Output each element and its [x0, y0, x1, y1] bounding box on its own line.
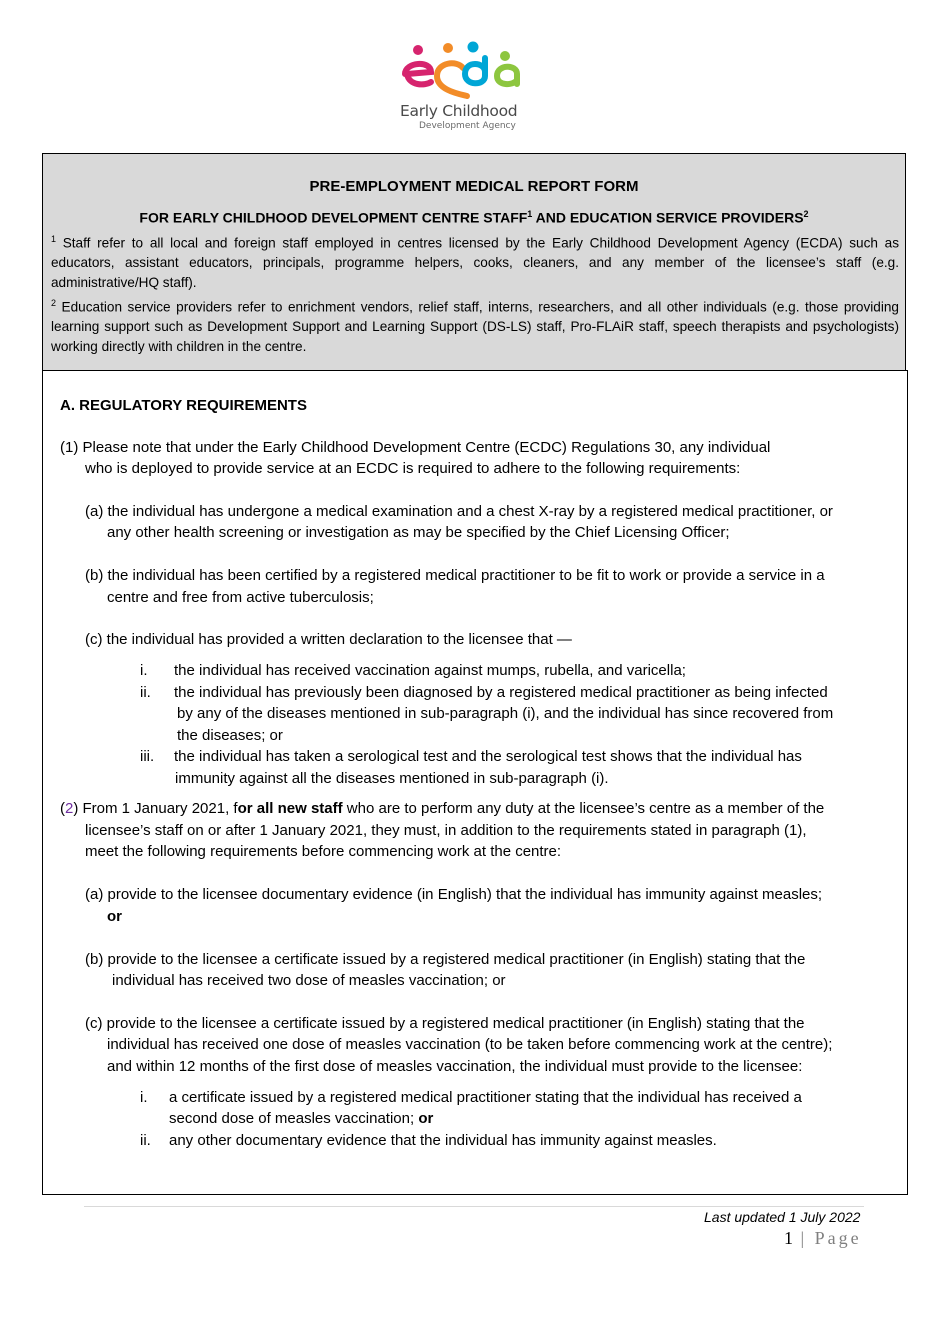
para-1c-iii-line-1: the individual has taken a serological test and the serological test shows that the individual has [174, 748, 802, 765]
para-2c-i-or: or [418, 1110, 434, 1127]
para-2c-i-line-1: a certificate issued by a registered medical practitioner stating that the individual has received a [169, 1089, 802, 1106]
para-2b-line-2: individual has received two dose of measles vaccination; or [112, 972, 506, 989]
para-1c-iii-number: iii. [140, 748, 155, 765]
ecda-logo-mark-icon [401, 38, 527, 104]
para-2b-line-1: (b) provide to the licensee a certificate issued by a registered medical practitioner (in English) stating that the [85, 951, 806, 968]
para-1c-iii-line-2: immunity against all the diseases mentioned in sub-paragraph (i). [175, 770, 609, 787]
footnote-text-2: Education service providers refer to enrichment vendors, relief staff, interns, researchers, and all other individuals (e.g. those providing learning support such as Development Support and Learning Support (DS-LS) staff, Pro-FLAiR staff, speech therapists and psychologists) working directly with children in the centre. [51, 299, 899, 354]
para-2-line-3: meet the following requirements before commencing work at the centre: [85, 843, 562, 860]
para-1c-ii-number: ii. [140, 684, 151, 701]
para-2c-i-line-2 [169, 1108, 433, 1130]
para-1c-ii-line-2: by any of the diseases mentioned in sub-paragraph (i), and the individual has since recovered from [177, 705, 834, 722]
footnote-number-1: 1 [51, 234, 57, 244]
footer-divider [84, 1206, 864, 1207]
para-1b-line-2: centre and free from active tuberculosis; [107, 589, 374, 606]
para-2c-i-line-2-text: second dose of measles vaccination; [169, 1110, 419, 1127]
para-1c-ii-line-1: the individual has previously been diagnosed by a registered medical practitioner as being infected [174, 684, 828, 701]
para-2-open-paren: ( [60, 800, 65, 817]
para-2c-line-3: and within 12 months of the first dose of measles vaccination, the individual must provide to the licensee: [107, 1058, 803, 1075]
form-header-panel [42, 153, 906, 371]
section-heading: A. REGULATORY REQUIREMENTS [60, 397, 307, 414]
para-2a-line-1: (a) provide to the licensee documentary evidence (in English) that the individual has immunity against measles; [85, 886, 823, 903]
para-1a-line-1: (a) the individual has undergone a medical examination and a chest X-ray by a registered medical practitioner, or [85, 503, 833, 520]
para-2-line-1-rest: who are to perform any duty at the licensee’s centre as a member of the [342, 800, 825, 817]
para-2c-line-2: individual has received one dose of measles vaccination (to be taken before commencing work at the centre); [107, 1036, 833, 1053]
para-2c-line-1: (c) provide to the licensee a certificate issued by a registered medical practitioner (in English) stating that the [85, 1015, 805, 1032]
para-2c-i-number: i. [140, 1089, 148, 1106]
logo-title: Early Childhood [400, 102, 518, 120]
para-1-line-2: who is deployed to provide service at an ECDC is required to adhere to the following requirements: [85, 460, 741, 477]
footnote-text-1: Staff refer to all local and foreign staff employed in centres licensed by the Early Childhood Development Agency (ECDA) such as educators, assistant educators, principals, programme helpers, cooks, cleaners, and any member of the licensee’s staff (e.g. administrative/HQ staff). [51, 235, 899, 290]
para-2-bold: or all new staff [237, 800, 343, 817]
form-subtitle [43, 209, 905, 226]
para-2-number: 2 [65, 800, 74, 817]
para-1c-i: the individual has received vaccination against mumps, rubella, and varicella; [174, 662, 686, 679]
para-1c: (c) the individual has provided a written declaration to the licensee that — [85, 631, 572, 648]
subtitle-part-2: AND EDUCATION SERVICE PROVIDERS [532, 209, 804, 226]
footnote-service-providers [51, 294, 899, 356]
para-2a-or: or [107, 908, 122, 925]
para-1c-ii-line-3: the diseases; or [177, 727, 283, 744]
page-label: Page [814, 1228, 862, 1248]
para-2c-ii-number: ii. [140, 1132, 151, 1149]
para-1b-line-1: (b) the individual has been certified by a registered medical practitioner to be fit to work or provide a service in a [85, 567, 825, 584]
logo-subtitle: Development Agency [419, 121, 516, 131]
ecda-logo [395, 38, 535, 136]
para-1a-line-2: any other health screening or investigation as may be specified by the Chief Licensing Officer; [107, 524, 730, 541]
page-number [784, 1228, 862, 1249]
footnote-ref-2: 2 [803, 209, 809, 219]
footnote-ref-1: 1 [527, 209, 533, 219]
last-updated: Last updated 1 July 2022 [704, 1209, 861, 1225]
form-title: PRE-EMPLOYMENT MEDICAL REPORT FORM [309, 178, 639, 195]
para-2c-ii: any other documentary evidence that the individual has immunity against measles. [169, 1132, 717, 1149]
para-2-line-1 [60, 798, 824, 820]
para-1-line-1: (1) Please note that under the Early Childhood Development Centre (ECDC) Regulations 30, any individual [60, 439, 771, 456]
para-1c-i-number: i. [140, 662, 148, 679]
page-separator: | [793, 1228, 815, 1248]
footnote-staff [51, 230, 899, 292]
footnote-number-2: 2 [51, 298, 57, 308]
page-number-value: 1 [784, 1228, 793, 1248]
para-2-prefix: ) From 1 January 2021, f [73, 800, 238, 817]
para-2-line-2: licensee’s staff on or after 1 January 2021, they must, in addition to the requirements stated in paragraph (1), [85, 822, 807, 839]
subtitle-part-1: FOR EARLY CHILDHOOD DEVELOPMENT CENTRE STAFF [139, 209, 528, 226]
